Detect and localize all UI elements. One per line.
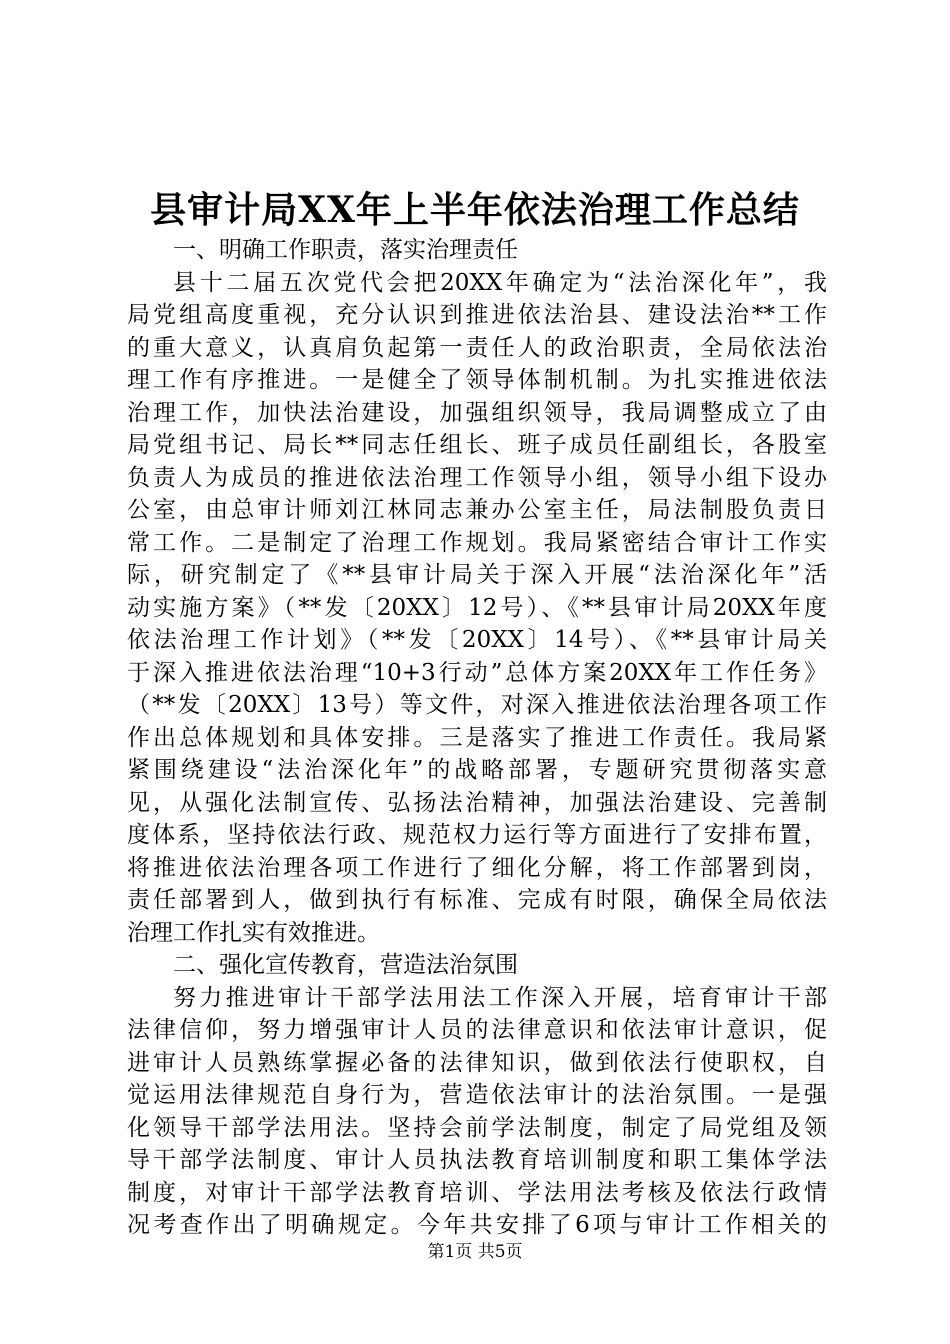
text-line: 动实施方案》（**发〔20XX〕12号）、《**县审计局20XX年度 xyxy=(127,594,827,621)
document-title: 县审计局XX年上半年依法治理工作总结 xyxy=(150,189,800,231)
text-line: 度体系，坚持依法行政、规范权力运行等方面进行了安排布置， xyxy=(127,822,827,848)
text-line: 将推进依法治理各项工作进行了细化分解，将工作部署到岗， xyxy=(127,854,827,881)
text-line: （**发〔20XX〕13号）等文件，对深入推进依法治理各项工作 xyxy=(127,692,827,718)
text-line: 常工作。二是制定了治理工作规划。我局紧密结合审计工作实 xyxy=(127,529,827,556)
text-line: 治理工作扎实有效推进。 xyxy=(127,919,380,946)
text-line: 的重大意义，认真肩负起第一责任人的政治职责，全局依法治 xyxy=(127,334,827,361)
text-line: 努力推进审计干部学法用法工作深入开展，培育审计干部 xyxy=(173,984,827,1011)
text-line: 际，研究制定了《**县审计局关于深入开展“法治深化年”活 xyxy=(127,562,827,588)
text-line: 一、明确工作职责，落实治理责任 xyxy=(173,237,518,263)
text-line: 理工作有序推进。一是健全了领导体制机制。为扎实推进依法 xyxy=(127,367,827,393)
text-line: 县十二届五次党代会把20XX年确定为“法治深化年”，我 xyxy=(173,269,827,296)
text-line: 负责人为成员的推进依法治理工作领导小组，领导小组下设办 xyxy=(127,464,827,491)
text-line: 进审计人员熟练掌握必备的法律知识，做到依法行使职权，自 xyxy=(127,1049,827,1076)
text-line: 觉运用法律规范自身行为，营造依法审计的法治氛围。一是强 xyxy=(127,1082,827,1108)
text-line: 化领导干部学法用法。坚持会前学法制度，制定了局党组及领 xyxy=(127,1114,827,1141)
text-line: 况考查作出了明确规定。今年共安排了6项与审计工作相关的 xyxy=(127,1212,827,1238)
text-line: 局党组书记、局长**同志任组长、班子成员任副组长，各股室 xyxy=(127,432,827,458)
text-line: 法律信仰，努力增强审计人员的法律意识和依法审计意识，促 xyxy=(127,1017,827,1043)
text-line: 局党组高度重视，充分认识到推进依法治县、建设法治**工作 xyxy=(127,302,827,328)
text-line: 公室，由总审计师刘江林同志兼办公室主任，局法制股负责日 xyxy=(127,497,827,523)
document-body xyxy=(127,234,827,1242)
text-line: 作出总体规划和具体安排。三是落实了推进工作责任。我局紧 xyxy=(127,724,827,751)
text-line: 导干部学法制度、审计人员执法教育培训制度和职工集体学法 xyxy=(127,1147,827,1173)
text-line: 于深入推进依法治理“10+3行动”总体方案20XX年工作任务》 xyxy=(127,659,827,686)
text-line: 紧围绕建设“法治深化年”的战略部署，专题研究贯彻落实意 xyxy=(127,757,827,783)
page-indicator: 第1页 共5页 xyxy=(427,1242,523,1262)
text-line: 二、强化宣传教育，营造法治氛围 xyxy=(173,952,518,978)
text-line: 依法治理工作计划》（**发〔20XX〕14号）、《**县审计局关 xyxy=(127,627,827,653)
text-line: 见，从强化法制宣传、弘扬法治精神，加强法治建设、完善制 xyxy=(127,789,827,816)
text-line: 责任部署到人，做到执行有标准、完成有时限，确保全局依法 xyxy=(127,887,827,913)
text-line: 治理工作，加快法治建设，加强组织领导，我局调整成立了由 xyxy=(127,399,827,426)
text-line: 制度，对审计干部学法教育培训、学法用法考核及依法行政情 xyxy=(127,1179,827,1206)
